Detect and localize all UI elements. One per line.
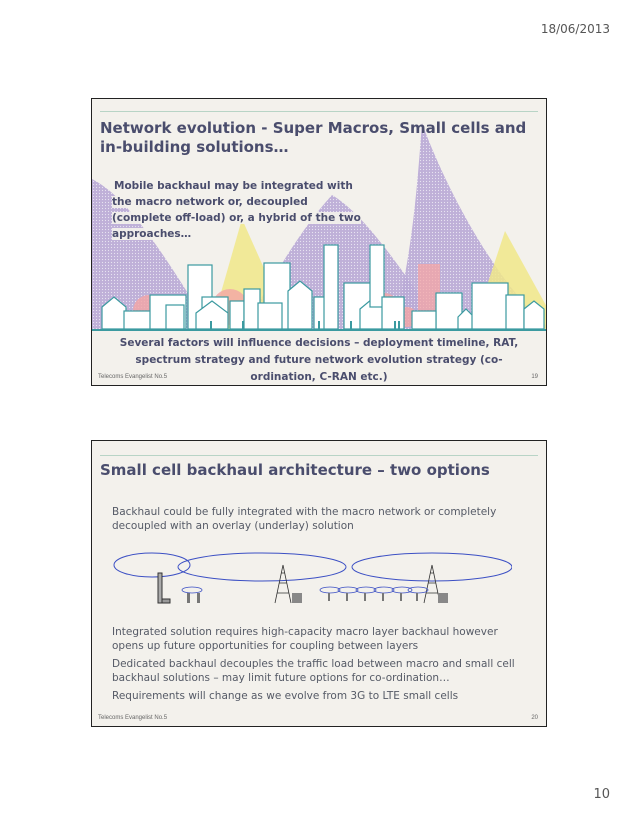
network-diagram (112, 545, 512, 617)
bullet-item: Dedicated backhaul decouples the traffic load between macro and small cell backhaul solutions – may limit future options for co-ordination… (112, 658, 515, 684)
slide-number: 19 (531, 374, 538, 380)
slide-19 (91, 98, 547, 386)
slide-title: Network evolution - Super Macros, Small cells and in-building solutions… (100, 119, 527, 156)
callout-label: Mobile backhaul may be integrated with the macro network or, decoupled (complete off-load) or, a hybrid of the two approaches… (112, 180, 361, 240)
bullet-item: Integrated solution requires high-capacity macro layer backhaul however opens up future opportunities for coupling between layers (112, 626, 498, 652)
page-number: 10 (593, 787, 610, 802)
slide-title: Small cell backhaul architecture – two options (100, 461, 490, 479)
title-rule (100, 455, 538, 456)
title-rule (100, 111, 538, 112)
bullet-item: Requirements will change as we evolve from 3G to LTE small cells (112, 690, 459, 702)
callout-text (112, 178, 362, 242)
footer-label: Telecoms Evangelist No.5 (98, 374, 168, 380)
page-date: 18/06/2013 (540, 22, 610, 36)
footer-label: Telecoms Evangelist No.5 (98, 715, 168, 721)
intro-text: Backhaul could be fully integrated with the macro network or completely decoupled with an overlay (underlay) solution (112, 506, 497, 532)
slide-20 (91, 440, 547, 727)
slide-number: 20 (531, 715, 538, 721)
summary-text: Several factors will influence decisions – deployment timeline, RAT, spectrum strategy and future network evolution strategy (co-ordination, C-RAN etc.) (119, 337, 519, 383)
